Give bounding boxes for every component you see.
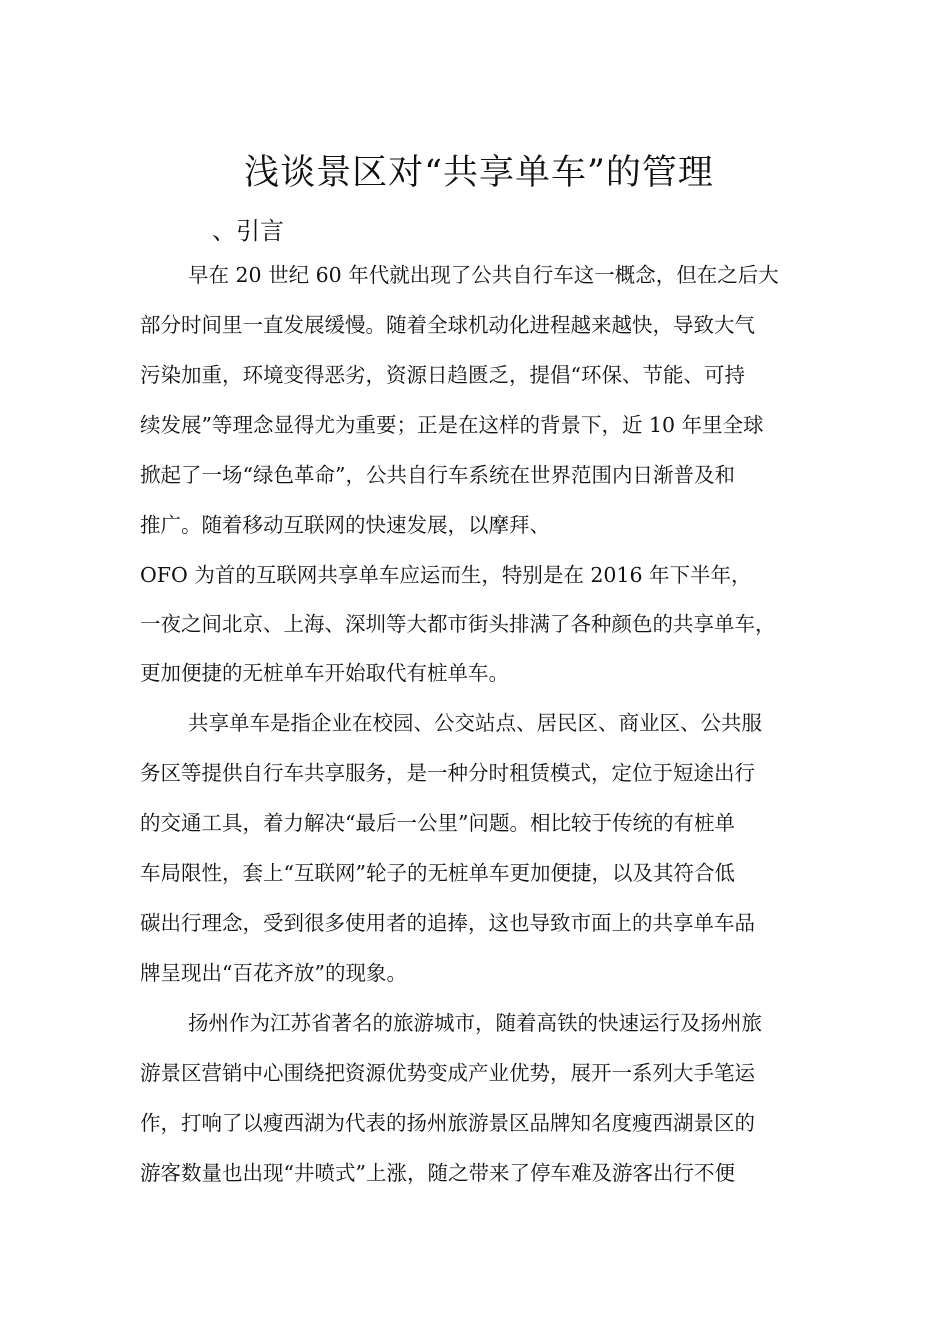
text-line: 务区等提供自行车共享服务，是一种分时租赁模式，定位于短途出行 — [140, 761, 755, 785]
text-line: 一夜之间北京、上海、深圳等大都市街头排满了各种颜色的共享单车， — [140, 612, 776, 636]
text-line: 更加便捷的无桩单车开始取代有桩单车。 — [140, 661, 509, 685]
section-heading: 、引言 — [212, 217, 284, 245]
text-line: 续发展”等理念显得尤为重要；正是在这样的背景下，近 10 年里全球 — [140, 413, 764, 437]
text-line: 作，打响了以瘦西湖为代表的扬州旅游景区品牌知名度瘦西湖景区的 — [140, 1111, 755, 1135]
text-line: 游景区营销中心围绕把资源优势变成产业优势，展开一系列大手笔运 — [140, 1061, 755, 1085]
text-line: 游客数量也出现“井喷式”上涨，随之带来了停车难及游客出行不便 — [140, 1161, 735, 1185]
text-line: 碳出行理念，受到很多使用者的追捧，这也导致市面上的共享单车品 — [140, 911, 755, 935]
text-line: OFO 为首的互联网共享单车应运而生，特别是在 2016 年下半年， — [140, 563, 752, 587]
document-title: 浅谈景区对“共享单车”的管理 — [244, 153, 714, 193]
text-line: 早在 20 世纪 60 年代就出现了公共自行车这一概念，但在之后大 — [188, 263, 779, 287]
text-line: 共享单车是指企业在校园、公交站点、居民区、商业区、公共服 — [188, 711, 762, 735]
text-line: 的交通工具，着力解决“最后一公里”问题。相比较于传统的有桩单 — [140, 811, 735, 835]
text-line: 掀起了一场“绿色革命”，公共自行车系统在世界范围内日渐普及和 — [140, 463, 735, 487]
text-line: 扬州作为江苏省著名的旅游城市，随着高铁的快速运行及扬州旅 — [188, 1011, 762, 1035]
text-line: 牌呈现出“百花齐放”的现象。 — [140, 961, 407, 985]
text-line: 部分时间里一直发展缓慢。随着全球机动化进程越来越快，导致大气 — [140, 313, 755, 337]
text-line: 推广。随着移动互联网的快速发展，以摩拜、 — [140, 513, 550, 537]
text-line: 污染加重，环境变得恶劣，资源日趋匮乏，提倡“环保、节能、可持 — [140, 363, 745, 387]
text-line: 车局限性，套上“互联网”轮子的无桩单车更加便捷，以及其符合低 — [140, 861, 735, 885]
